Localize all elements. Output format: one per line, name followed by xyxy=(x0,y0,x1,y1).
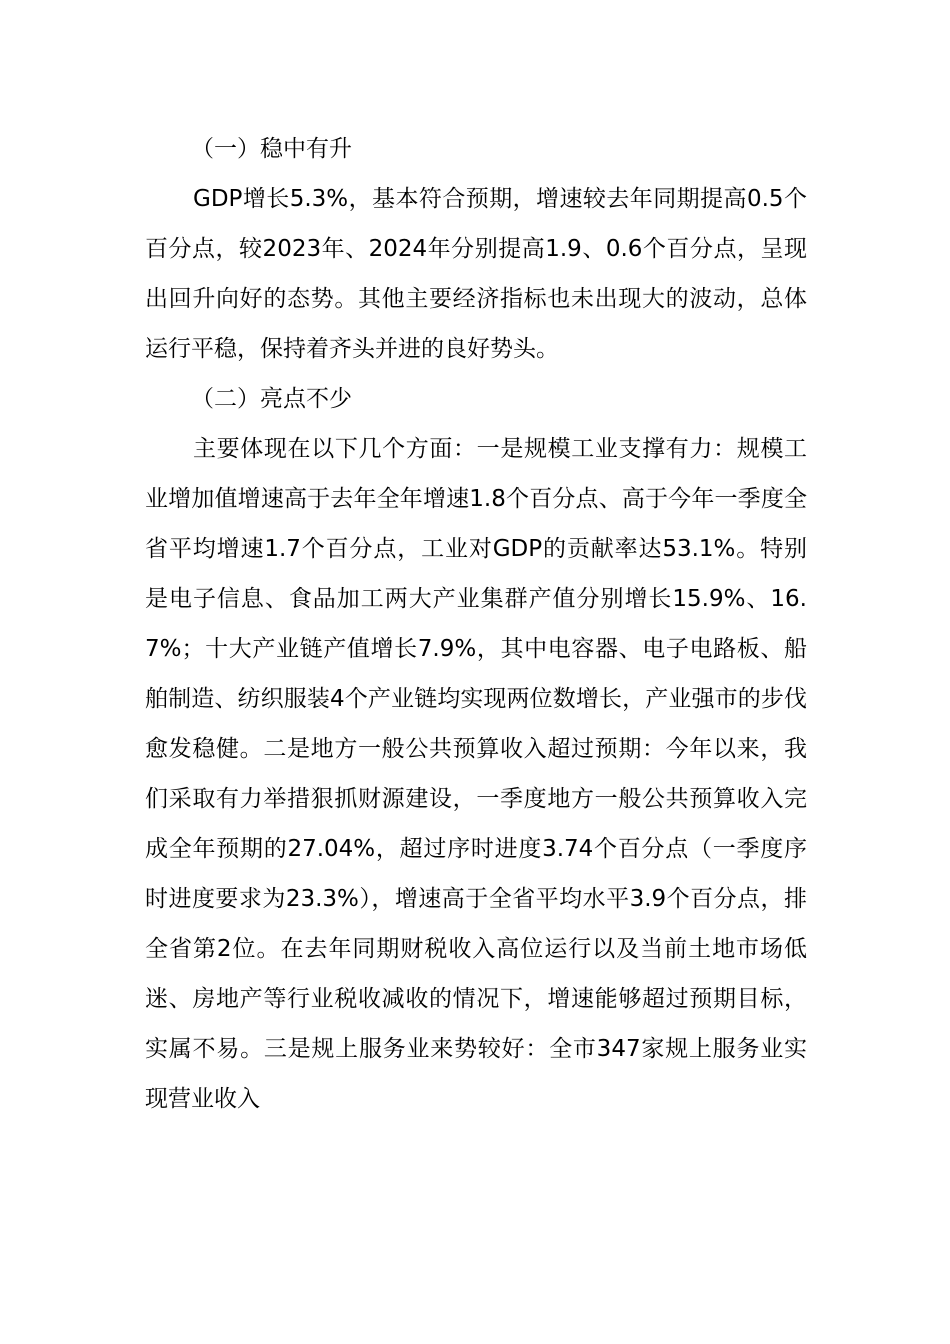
document-body xyxy=(145,124,807,1124)
section-paragraph-stable-rise: GDP增长5.3%，基本符合预期，增速较去年同期提高0.5个百分点，较2023年、2024年分别提高1.9、0.6个百分点，呈现出回升向好的态势。其他主要经济指标也未出现大的波动，总体运行平稳，保持着齐头并进的良好势头。 xyxy=(145,186,807,362)
section-heading-highlights: （二）亮点不少 xyxy=(191,386,352,412)
section-paragraph-highlights: 主要体现在以下几个方面：一是规模工业支撑有力：规模工业增加值增速高于去年全年增速1.8个百分点、高于今年一季度全省平均增速1.7个百分点，工业对GDP的贡献率达53.1%。特别是电子信息、食品加工两大产业集群产值分别增长15.9%、16.7%；十大产业链产值增长7.9%，其中电容器、电子电路板、船舶制造、纺织服装4个产业链均实现两位数增长，产业强市的步伐愈发稳健。二是地方一般公共预算收入超过预期：今年以来，我们采取有力举措狠抓财源建设，一季度地方一般公共预算收入完成全年预期的27.04%，超过序时进度3.74个百分点（一季度序时进度要求为23.3%），增速高于全省平均水平3.9个百分点，排全省第2位。在去年同期财税收入高位运行以及当前土地市场低迷、房地产等行业税收减收的情况下，增速能够超过预期目标，实属不易。三是规上服务业来势较好：全市347家规上服务业实现营业收入 xyxy=(145,436,807,1112)
section-heading-stable-rise: （一）稳中有升 xyxy=(191,136,352,162)
